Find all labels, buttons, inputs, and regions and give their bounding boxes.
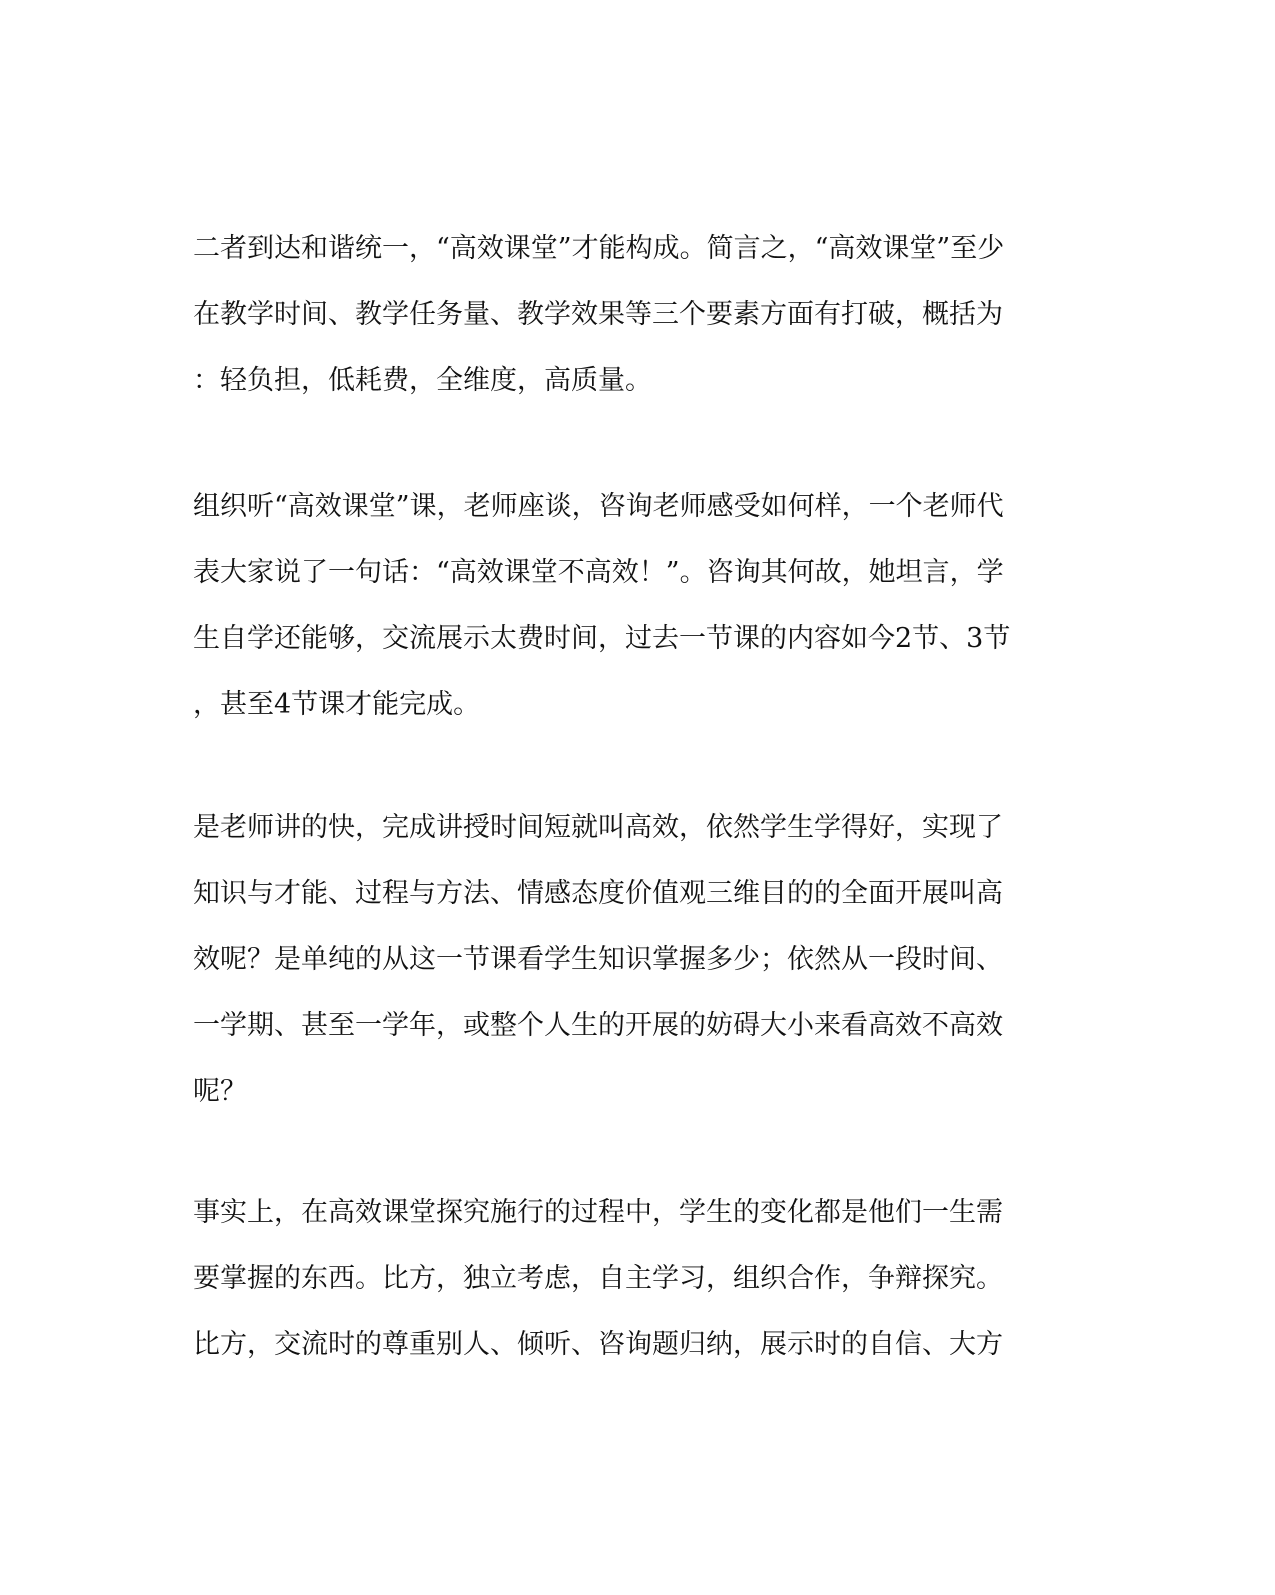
paragraph-line: 效呢？是单纯的从这一节课看学生知识掌握多少；依然从一段时间、 [193, 944, 1003, 975]
paragraph-line: ，甚至4节课才能完成。 [193, 689, 481, 720]
paragraph-line: 组织听“高效课堂”课，老师座谈，咨询老师感受如何样，一个老师代 [193, 491, 1004, 522]
paragraph-line: 表大家说了一句话：“高效课堂不高效！”。咨询其何故，她坦言，学 [193, 557, 1004, 588]
paragraph-line: 事实上，在高效课堂探究施行的过程中，学生的变化都是他们一生需 [193, 1197, 1003, 1228]
paragraph-3 [193, 795, 1093, 1125]
paragraph-4 [193, 1180, 1093, 1378]
paragraph-line: 生自学还能够，交流展示太费时间，过去一节课的内容如今2节、3节 [193, 623, 1011, 654]
paragraph-line: 呢？ [193, 1076, 247, 1107]
paragraph-1 [193, 216, 1093, 414]
paragraph-line: 是老师讲的快，完成讲授时间短就叫高效，依然学生学得好，实现了 [193, 812, 1003, 843]
paragraph-line: 比方，交流时的尊重别人、倾听、咨询题归纳，展示时的自信、大方 [193, 1329, 1003, 1360]
paragraph-2 [193, 474, 1093, 738]
paragraph-line: 知识与才能、过程与方法、情感态度价值观三维目的的全面开展叫高 [193, 878, 1003, 909]
paragraph-line: 在教学时间、教学任务量、教学效果等三个要素方面有打破，概括为 [193, 299, 1003, 330]
paragraph-line: ：轻负担，低耗费，全维度，高质量。 [193, 365, 652, 396]
paragraph-line: 二者到达和谐统一，“高效课堂”才能构成。简言之，“高效课堂”至少 [193, 233, 1005, 264]
paragraph-line: 要掌握的东西。比方，独立考虑，自主学习，组织合作，争辩探究。 [193, 1263, 1003, 1294]
paragraph-line: 一学期、甚至一学年，或整个人生的开展的妨碍大小来看高效不高效 [193, 1010, 1003, 1041]
